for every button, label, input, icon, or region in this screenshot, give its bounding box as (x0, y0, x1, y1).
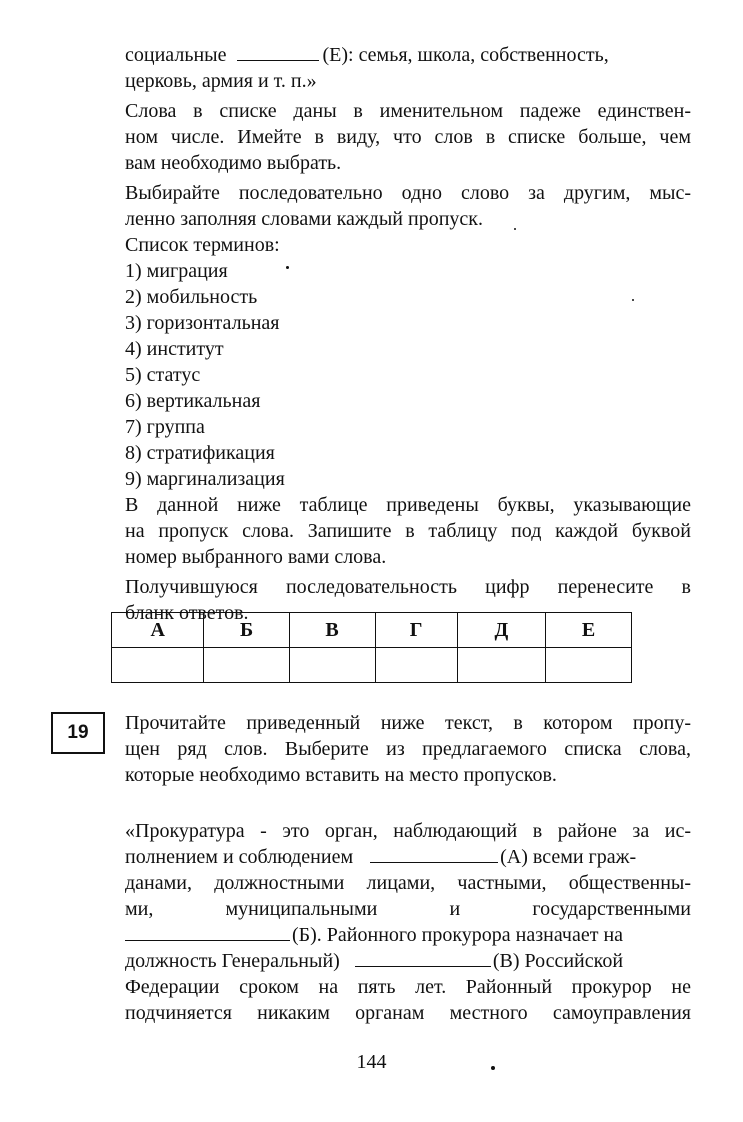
term-item: 2) мобильность (125, 286, 258, 308)
answer-table-header-row (112, 613, 632, 648)
scan-speck (632, 299, 634, 301)
quote-line-2 (125, 844, 691, 870)
text-line: ми, муниципальными и государственными (125, 898, 691, 920)
text-line: Слова в списке даны в именительном падеже единствен- (125, 100, 691, 122)
scan-speck (514, 228, 516, 230)
blank-e (237, 42, 319, 61)
answer-header-g: Г (375, 613, 457, 648)
text-line: подчиняется никаким органам местного самоуправления (125, 1002, 691, 1024)
answer-header-e: Е (546, 613, 632, 648)
term-item: 3) горизонтальная (125, 312, 280, 334)
answer-cell-v[interactable] (289, 648, 375, 683)
intro-line-1 (125, 42, 691, 68)
scan-speck (286, 266, 289, 269)
task19-instructions (125, 710, 691, 788)
text-line: которые необходимо вставить на место пропусков. (125, 764, 557, 786)
text-line: ном числе. Имейте в виду, что слов в списке больше, чем (125, 126, 691, 148)
text-line: номер выбранного вами слова. (125, 546, 387, 568)
text-line: Выбирайте последовательно одно слово за другим, мыс- (125, 182, 691, 204)
text-line: бланк ответов. (125, 602, 249, 624)
task19-quote (125, 818, 691, 1026)
page-number: 144 (356, 1051, 387, 1073)
answer-table (111, 612, 632, 683)
blank-a (370, 844, 498, 863)
text-line: «Прокуратура - это орган, наблюдающий в районе за ис- (125, 820, 691, 842)
text-line: Получившуюся последовательность цифр перенесите в (125, 576, 691, 598)
text-line: Федерации сроком на пять лет. Районный прокурор не (125, 976, 691, 998)
scan-speck (491, 1066, 495, 1070)
text-line: щен ряд слов. Выберите из предлагаемого списка слова, (125, 738, 691, 760)
table-instructions (125, 492, 691, 626)
instruction-paragraph-1 (125, 98, 691, 176)
text-line: Прочитайте приведенный ниже текст, в котором пропу- (125, 712, 691, 734)
upper-text-block (125, 42, 691, 626)
term-item: 4) институт (125, 338, 224, 360)
answer-header-d: Д (457, 613, 545, 648)
term-item: 8) стратификация (125, 442, 275, 464)
answer-cell-g[interactable] (375, 648, 457, 683)
term-item: 7) группа (125, 416, 205, 438)
text-line: ленно заполняя словами каждый пропуск. (125, 208, 483, 230)
answer-header-b: Б (204, 613, 289, 648)
quote-line-6 (125, 948, 691, 974)
answer-cell-b[interactable] (204, 648, 289, 683)
term-item: 1) миграция (125, 260, 228, 282)
answer-header-v: В (289, 613, 375, 648)
answer-table-input-row (112, 648, 632, 683)
terms-list (125, 258, 691, 492)
text-line: данами, должностными лицами, частными, общественны- (125, 872, 691, 894)
task-number-box: 19 (51, 712, 105, 754)
intro-rest: (Е): семья, школа, собственность, (322, 44, 609, 66)
intro-line-2: церковь, армия и т. п.» (125, 70, 317, 92)
answer-cell-d[interactable] (457, 648, 545, 683)
answer-cell-e[interactable] (546, 648, 632, 683)
text-fragment: (В) Российской (492, 950, 624, 972)
text-line: на пропуск слова. Запишите в таблицу под каждой буквой (125, 520, 691, 542)
term-item: 5) статус (125, 364, 201, 386)
blank-b (125, 922, 290, 941)
answer-cell-a[interactable] (112, 648, 204, 683)
terms-list-title: Список терминов: (125, 234, 280, 256)
blank-v (355, 948, 491, 967)
intro-word: социальные (125, 44, 227, 66)
term-item: 9) маргинализация (125, 468, 285, 490)
text-fragment: (А) всеми граж- (500, 846, 637, 868)
answer-header-a: А (112, 613, 204, 648)
text-fragment: полнением и соблюдением (125, 846, 354, 868)
text-fragment: (Б). Районного прокурора назначает на (292, 924, 624, 946)
instruction-paragraph-2 (125, 180, 691, 258)
text-line: В данной ниже таблице приведены буквы, указывающие (125, 494, 691, 516)
quote-line-5 (125, 922, 691, 948)
term-item: 6) вертикальная (125, 390, 261, 412)
text-line: вам необходимо выбрать. (125, 152, 342, 174)
text-fragment: должность Генеральный) (125, 950, 340, 972)
